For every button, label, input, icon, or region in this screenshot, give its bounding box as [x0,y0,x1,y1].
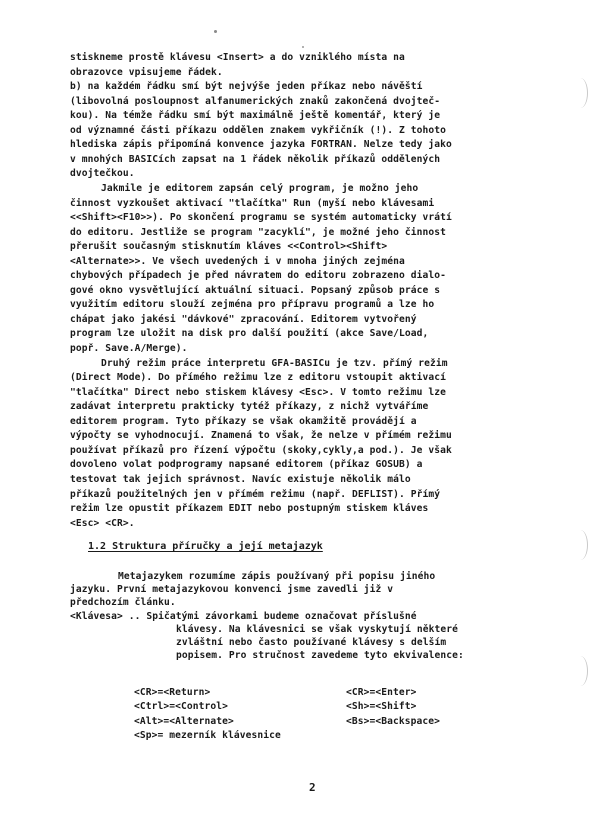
margin-mark [573,530,588,560]
text-line: používat příkazů pro řízení výpočtu (skoky,cykly,a pod.). Je však [70,444,452,456]
text-line: kou). Na témže řádku smí být maximálně ještě komentář, který je [70,110,441,122]
text-line: popř. Save.A/Merge). [70,343,188,354]
text-line: program lze uložit na disk pro další použití (akce Save/Load, [70,328,429,340]
equivalence-right: <CR>=<Enter> [346,687,417,698]
text-line: obrazovce vpisujeme řádek. [70,66,223,78]
text-line: jazyku. První metajazykovou konvenci jsme zavedli již v [70,584,394,596]
text-line: "tlačítka" Direct nebo stiskem klávesy <Esc>. V tomto režimu lze [70,386,447,398]
text-line: gové okno vysvětlující aktuální situaci. Popsaný způsob práce s [70,284,441,296]
text-line: testovat tak jejich správnost. Navíc existuje několik málo [70,473,411,485]
section-heading: 1.2 Struktura příručky a její metajazyk [88,541,323,552]
text-line: Druhý režim práce interpretu GFA-BASICu je tzv. přímý režim [101,357,448,369]
text-line: činnost vyzkoušet aktivací "tlačítka" Run (myší nebo klávesami [70,197,435,209]
equivalence-left: <Ctrl>=<Control> [134,701,229,713]
scan-dot [214,30,217,33]
text-line: zadávat interpretu prakticky tytéž příkazy, z nichž vytváříme [70,401,429,413]
text-line: stiskneme prostě klávesu <Insert> a do vzniklého místa na [70,52,405,63]
equivalence-right: <Bs>=<Backspace> [346,715,441,727]
scan-dot [302,46,304,48]
page-number: 2 [309,781,316,794]
text-line: editorem program. Tyto příkazy se však okamžitě provádějí a [70,415,417,427]
text-line: výpočty se vyhodnocují. Znamená to však, že nelze v přímém režimu [70,430,452,442]
text-line: zvláštní nebo často používané klávesy s delším [176,637,447,648]
text-line: (Direct Mode). Do přímého režimu lze z editoru vstoupit aktivací [70,372,447,384]
text-line: Jakmile je editorem zapsán celý program, je možno jeho [101,182,419,194]
text-line: dvojtečkou. [70,168,135,180]
text-line: v mnohých BASICích zapsat na 1 řádek několik příkazů oddělených [70,153,441,165]
text-line: klávesy. Na klávesnici se však vyskytují některé [176,623,459,635]
text-line: přerušit současným stisknutím kláves <<Control><Shift> [70,241,388,253]
text-line: režim lze opustit příkazem EDIT nebo postupným stiskem kláves [70,503,429,515]
margin-mark [573,78,588,108]
text-line: předchozím článku. [70,597,176,609]
margin-mark [573,656,588,686]
equivalence-right: <Sh>=<Shift> [346,701,417,713]
equivalence-left: <Sp>= mezerník klávesnice [134,729,281,741]
text-line: chybových případech je před návratem do editoru zobrazeno dialo- [70,270,447,282]
text-line: Metajazykem rozumíme zápis používaný při popisu jiného [118,571,436,582]
equivalence-left: <Alt>=<Alternate> [134,715,234,727]
text-line: hlediska zápis připomíná konvence jazyka FORTRAN. Nelze tedy jako [70,139,452,151]
text-line: popisem. Pro stručnost zavedeme tyto ekvivalence: [176,650,464,662]
text-line: <Alternate>>. Ve všech uvedených i v mnoha jiných zejména [70,255,405,267]
equivalence-left: <CR>=<Return> [134,687,211,698]
text-line: dovoleno volat podprogramy napsané editorem (příkaz GOSUB) a [70,459,423,471]
text-line: příkazů použitelných jen v přímém režimu (např. DEFLIST). Přímý [70,488,441,500]
text-line: chápat jako jakési "dávkové" zpracování. Editorem vytvořený [70,313,417,325]
text-line: využitím editoru slouží zejména pro přípravu programů a lze ho [70,299,435,311]
text-line: <Esc> <CR>. [70,517,135,529]
text-line: b) na každém řádku smí být nejvýše jeden příkaz nebo návěští [70,81,423,93]
text-line: <<Shift><F10>>). Po skončení programu se systém automaticky vrátí [70,212,452,224]
text-line: od významné části příkazu oddělen znakem vykřičník (!). Z tohoto [70,124,447,136]
text-line: <Klávesa> .. Spičatými závorkami budeme označovat příslušné [70,610,417,622]
text-line: do editoru. Jestliže se program "zacyklí", je možné jeho činnost [70,226,447,238]
text-line: (libovolná posloupnost alfanumerických znaků zakončená dvojteč- [70,95,441,107]
